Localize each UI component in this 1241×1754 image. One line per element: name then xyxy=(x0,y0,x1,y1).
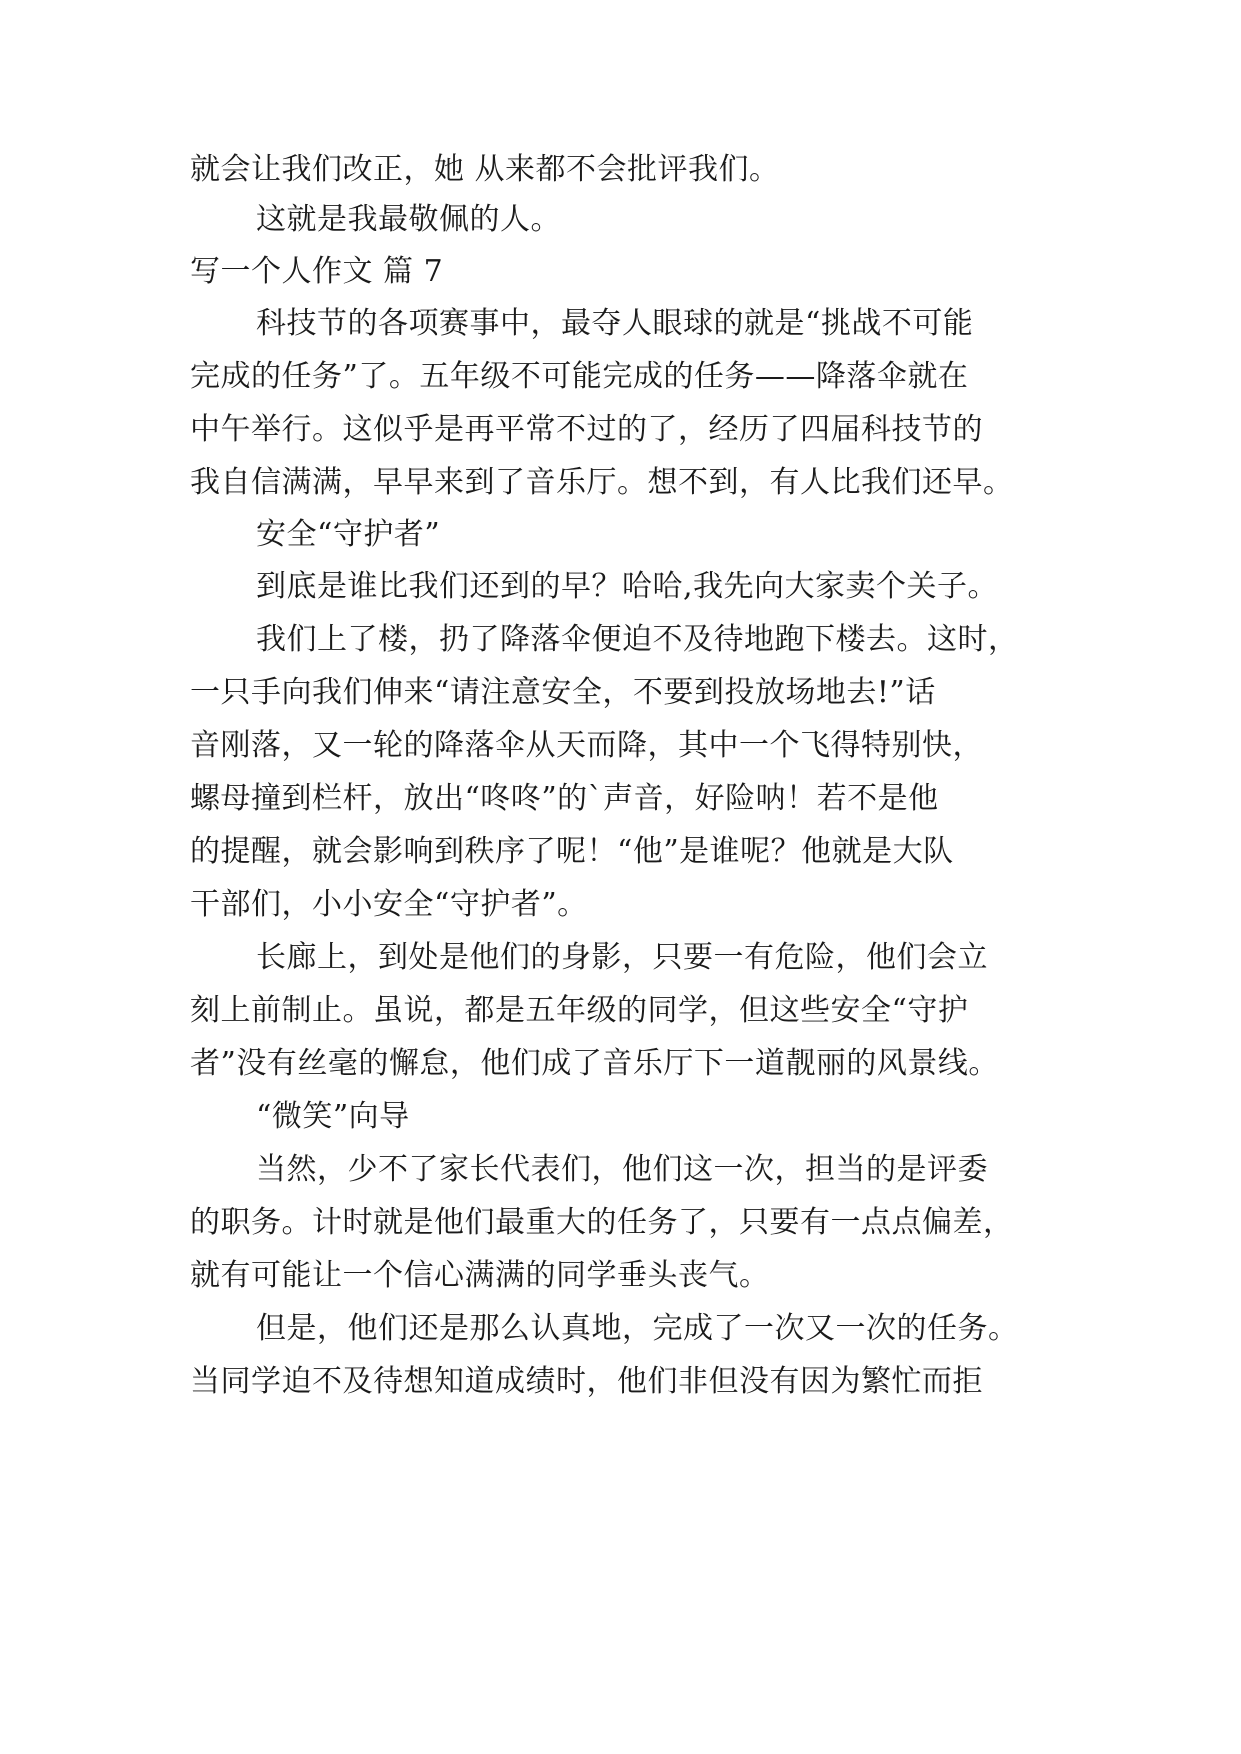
paragraph-line: 我们上了楼，扔了降落伞便迫不及待地跑下楼去。这时， xyxy=(256,622,1019,657)
paragraph-line: 科技节的各项赛事中，最夺人眼球的就是“挑战不可能 xyxy=(256,306,974,341)
paragraph-line: 刻上前制止。虽说，都是五年级的同学，但这些安全“守护 xyxy=(190,993,969,1028)
paragraph-continuation-line: 就会让我们改正，她 从来都不会批评我们。 xyxy=(190,152,780,187)
subheading: “微笑”向导 xyxy=(256,1099,410,1134)
paragraph-line: 者”没有丝毫的懈怠，他们成了音乐厅下一道靓丽的风景线。 xyxy=(190,1046,999,1081)
paragraph-line: 螺母撞到栏杆，放出“咚咚”的`声音，好险呐！若不是他 xyxy=(190,781,939,816)
paragraph-line: 当然，少不了家长代表们，他们这一次，担当的是评委 xyxy=(256,1152,988,1187)
subheading: 安全“守护者” xyxy=(256,517,441,552)
paragraph-line: 我自信满满，早早来到了音乐厅。想不到，有人比我们还早。 xyxy=(190,465,1014,500)
paragraph-line: 这就是我最敬佩的人。 xyxy=(256,202,561,237)
paragraph-line: 长廊上，到处是他们的身影，只要一有危险，他们会立 xyxy=(256,940,988,975)
paragraph-line: 就有可能让一个信心满满的同学垂头丧气。 xyxy=(190,1258,770,1293)
paragraph-line: 一只手向我们伸来“请注意安全，不要到投放场地去!”话 xyxy=(190,675,936,710)
paragraph-line: 干部们，小小安全“守护者”。 xyxy=(190,887,588,922)
paragraph-line: 的提醒，就会影响到秩序了呢！“他”是谁呢？他就是大队 xyxy=(190,834,954,869)
paragraph-line: 到底是谁比我们还到的早？哈哈,我先向大家卖个关子。 xyxy=(256,569,999,604)
paragraph-line: 当同学迫不及待想知道成绩时，他们非但没有因为繁忙而拒 xyxy=(190,1364,983,1399)
paragraph-line: 的职务。计时就是他们最重大的任务了，只要有一点点偏差， xyxy=(190,1205,1014,1240)
paragraph-line: 中午举行。这似乎是再平常不过的了，经历了四届科技节的 xyxy=(190,412,983,447)
section-heading: 写一个人作文 篇 7 xyxy=(190,254,444,289)
paragraph-line: 但是，他们还是那么认真地，完成了一次又一次的任务。 xyxy=(256,1311,1019,1346)
paragraph-line: 完成的任务”了。五年级不可能完成的任务——降落伞就在 xyxy=(190,359,969,394)
paragraph-line: 音刚落，又一轮的降落伞从天而降，其中一个飞得特别快， xyxy=(190,728,983,763)
